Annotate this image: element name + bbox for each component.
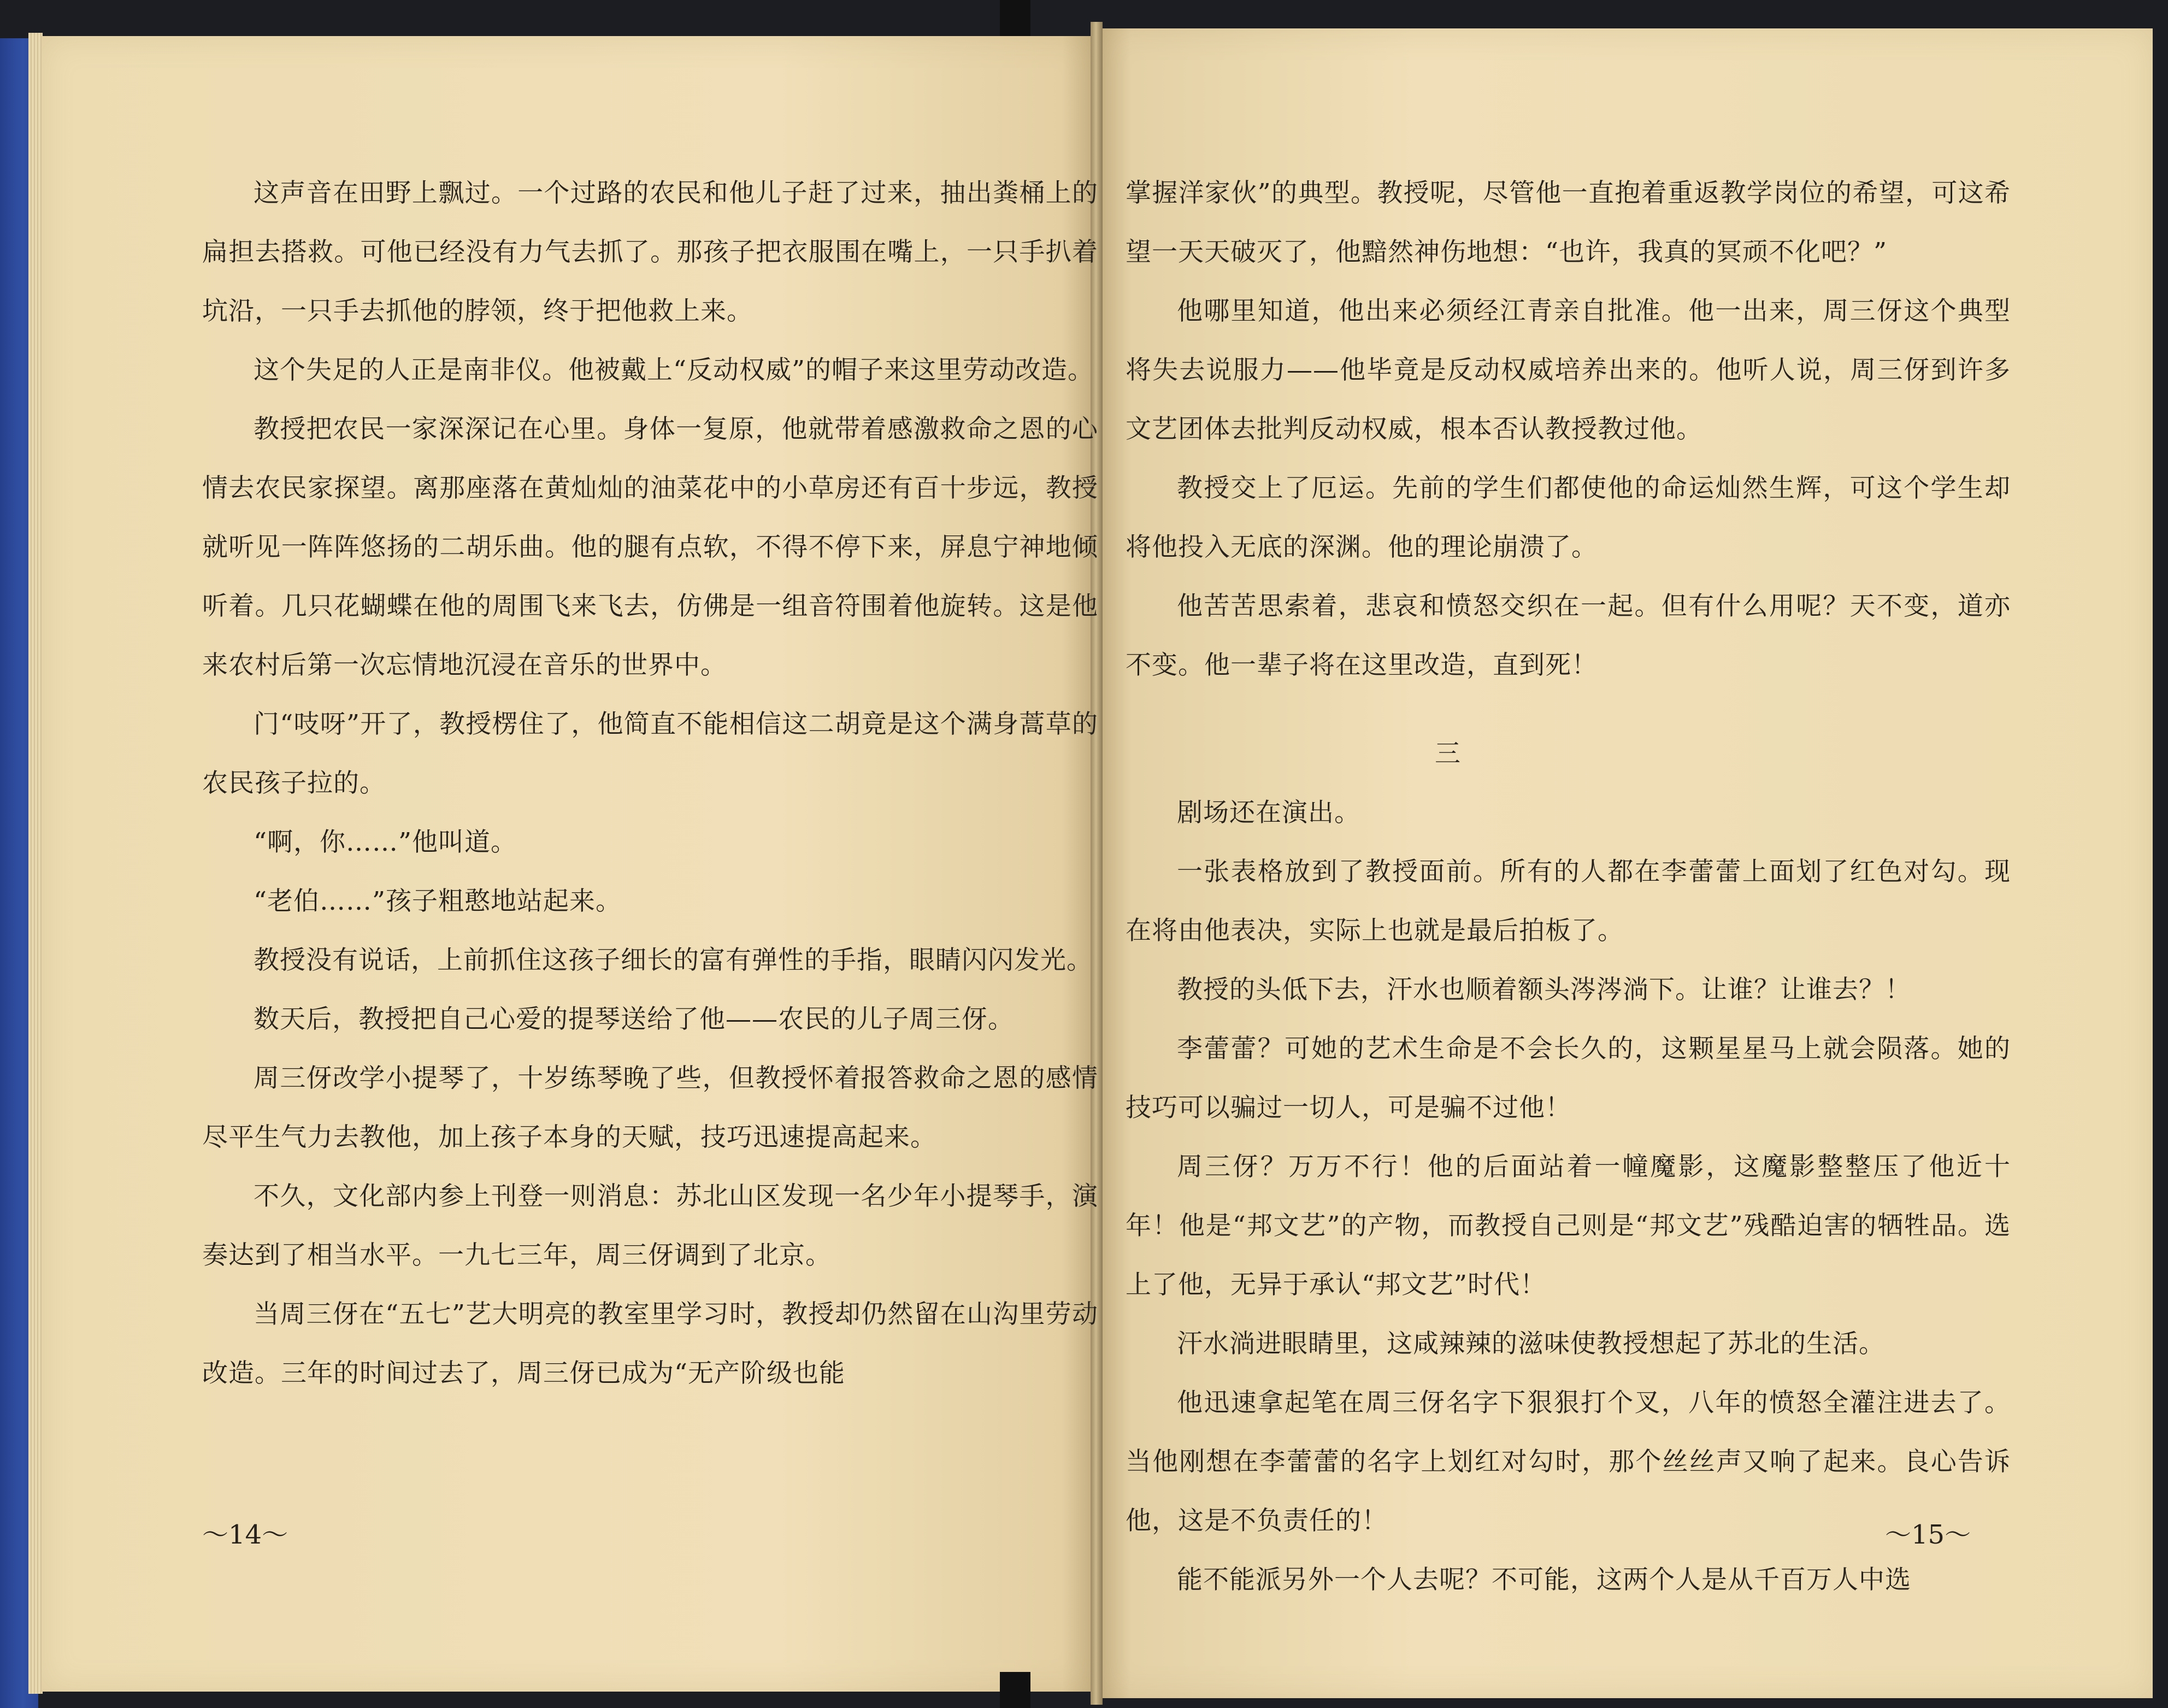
right-page-text (1126, 164, 2011, 1610)
paragraph: 他苦苦思索着，悲哀和愤怒交织在一起。但有什么用呢？天不变，道亦不变。他一辈子将在这里改造，直到死！ (1126, 591, 2011, 680)
paragraph: 教授的头低下去，汗水也顺着额头涔涔淌下。让谁？让谁去？！ (1177, 975, 1911, 1005)
paragraph: “老伯……”孩子粗憨地站起来。 (254, 886, 622, 916)
paragraph: 能不能派另外一个人去呢？不可能，这两个人是从千百万人中选 (1177, 1565, 1911, 1595)
section-heading: 三 (1435, 739, 1461, 769)
paragraph: 他哪里知道，他出来必须经江青亲自批准。他一出来，周三伢这个典型将失去说服力——他毕竟是反动权威培养出来的。他听人说，周三伢到许多文艺团体去批判反动权威，根本否认教授教过他。 (1126, 296, 2011, 444)
page-number-right: ～15～ (1885, 1519, 1971, 1550)
paragraph: 不久，文化部内参上刊登一则消息：苏北山区发现一名少年小提琴手，演奏达到了相当水平。一九七三年，周三伢调到了北京。 (202, 1181, 1098, 1270)
paragraph: 当周三伢在“五七”艺大明亮的教室里学习时，教授却仍然留在山沟里劳动改造。三年的时间过去了，周三伢已成为“无产阶级也能 (202, 1299, 1098, 1388)
paragraph: 汗水淌进眼睛里，这咸辣辣的滋味使教授想起了苏北的生活。 (1177, 1329, 1885, 1359)
paragraph: 这声音在田野上飘过。一个过路的农民和他儿子赶了过来，抽出粪桶上的扁担去搭救。可他已经没有力气去抓了。那孩子把衣服围在嘴上，一只手扒着坑沿，一只手去抓他的脖领，终于把他救上来。 (202, 178, 1098, 326)
paragraph: 李蕾蕾？可她的艺术生命是不会长久的，这颗星星马上就会陨落。她的技巧可以骗过一切人，可是骗不过他！ (1126, 1034, 2011, 1123)
paragraph: 门“吱呀”开了，教授楞住了，他简直不能相信这二胡竟是这个满身蒿草的农民孩子拉的。 (202, 709, 1098, 798)
paragraph: 教授没有说话，上前抓住这孩子细长的富有弹性的手指，眼睛闪闪发光。 (254, 945, 1093, 975)
paragraph: 剧场还在演出。 (1177, 798, 1360, 828)
page-stack-edges (28, 33, 43, 1694)
page-number-left: ～14～ (202, 1519, 288, 1550)
left-page-text (202, 164, 1098, 1403)
paragraph: 他迅速拿起笔在周三伢名字下狠狠打个叉，八年的愤怒全灌注进去了。当他刚想在李蕾蕾的名字上划红对勾时，那个丝丝声又响了起来。良心告诉他，这是不负责任的！ (1126, 1388, 2011, 1536)
paragraph: 周三伢？万万不行！他的后面站着一幢魔影，这魔影整整压了他近十年！他是“邦文艺”的产物，而教授自己则是“邦文艺”残酷迫害的牺牲品。选上了他，无异于承认“邦文艺”时代！ (1126, 1152, 2011, 1300)
paragraph: 一张表格放到了教授面前。所有的人都在李蕾蕾上面划了红色对勾。现在将由他表决，实际上也就是最后拍板了。 (1126, 857, 2011, 946)
paragraph: 教授交上了厄运。先前的学生们都使他的命运灿然生辉，可这个学生却将他投入无底的深渊。他的理论崩溃了。 (1126, 473, 2011, 562)
binding-clip-bottom (1000, 1672, 1030, 1708)
paragraph: “啊，你……”他叫道。 (254, 827, 517, 857)
paragraph: 教授把农民一家深深记在心里。身体一复原，他就带着感激救命之恩的心情去农民家探望。离那座落在黄灿灿的油菜花中的小草房还有百十步远，教授就听见一阵阵悠扬的二胡乐曲。他的腿有点软，不得不停下来，屏息宁神地倾听着。几只花蝴蝶在他的周围飞来飞去，仿佛是一组音符围着他旋转。这是他来农村后第一次忘情地沉浸在音乐的世界中。 (202, 414, 1098, 680)
paragraph: 数天后，教授把自己心爱的提琴送给了他——农民的儿子周三伢。 (254, 1004, 1014, 1034)
paragraph: 周三伢改学小提琴了，十岁练琴晚了些，但教授怀着报答救命之恩的感情尽平生气力去教他，加上孩子本身的天赋，技巧迅速提高起来。 (202, 1063, 1098, 1152)
paragraph: 掌握洋家伙”的典型。教授呢，尽管他一直抱着重返教学岗位的希望，可这希望一天天破灭了，他黯然神伤地想：“也许，我真的冥顽不化吧？” (1126, 178, 2011, 267)
binding-clip-top (1000, 0, 1030, 38)
paragraph: 这个失足的人正是南非仪。他被戴上“反动权威”的帽子来这里劳动改造。 (254, 355, 1094, 385)
